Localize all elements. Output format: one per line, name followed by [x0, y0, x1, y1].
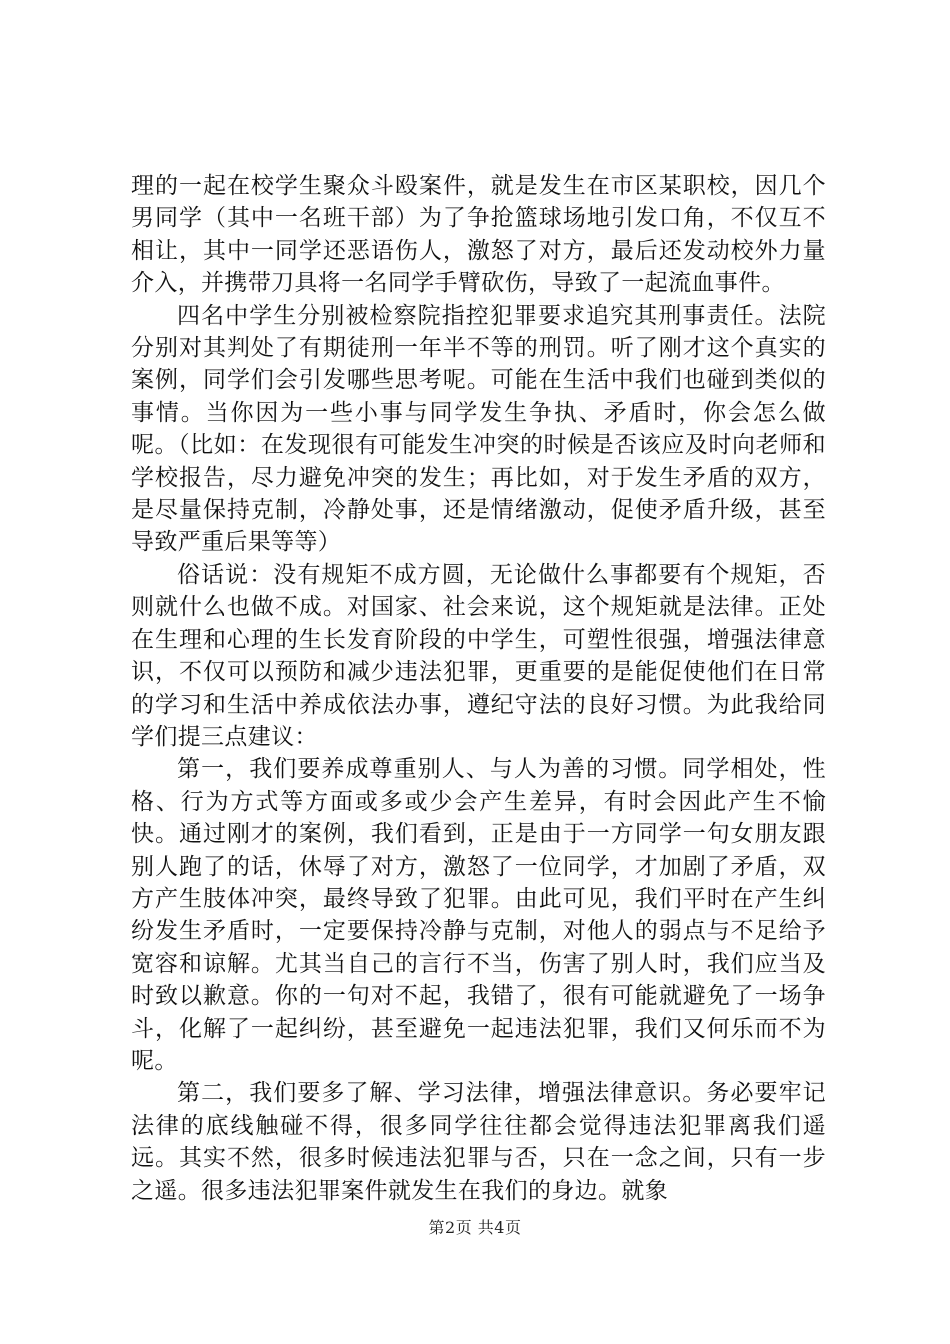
paragraph-3: 俗话说：没有规矩不成方圆，无论做什么事都要有个规矩，否则就什么也做不成。对国家、社会来说，这个规矩就是法律。正处在生理和心理的生长发育阶段的中学生，可塑性很强，增强法律意识，不仅可以预防和减少违法犯罪，更重要的是能促使他们在日常的学习和生活中养成依法办事，遵纪守法的良好习惯。为此我给同学们提三点建议： — [131, 561, 826, 750]
paragraph-4: 第一，我们要养成尊重别人、与人为善的习惯。同学相处，性格、行为方式等方面或多或少会产生差异，有时会因此产生不愉快。通过刚才的案例，我们看到，正是由于一方同学一句女朋友跟别人跑了的话，休辱了对方，激怒了一位同学，才加剧了矛盾，双方产生肢体冲突，最终导致了犯罪。由此可见，我们平时在产生纠纷发生矛盾时，一定要保持冷静与克制，对他人的弱点与不足给予宽容和谅解。尤其当自己的言行不当，伤害了别人时，我们应当及时致以歉意。你的一句对不起，我错了，很有可能就避免了一场争斗，化解了一起纠纷，甚至避免一起违法犯罪，我们又何乐而不为呢。 — [131, 756, 826, 1074]
paragraph-1: 理的一起在校学生聚众斗殴案件，就是发生在市区某职校，因几个男同学（其中一名班干部）为了争抢篮球场地引发口角，不仅互不相让，其中一同学还恶语伤人，激怒了对方，最后还发动校外力量介入，并携带刀具将一名同学手臂砍伤，导致了一起流血事件。 — [131, 173, 826, 297]
document-body — [131, 170, 826, 1207]
paragraph-2: 四名中学生分别被检察院指控犯罪要求追究其刑事责任。法院分别对其判处了有期徒刑一年半不等的刑罚。听了刚才这个真实的案例，同学们会引发哪些思考呢。可能在生活中我们也碰到类似的事情。当你因为一些小事与同学发生争执、矛盾时，你会怎么做呢。（比如：在发现很有可能发生冲突的时候是否该应及时向老师和学校报告，尽力避免冲突的发生；再比如，对于发生矛盾的双方，是尽量保持克制，冷静处事，还是情绪激动，促使矛盾升级，甚至导致严重后果等等） — [131, 302, 826, 556]
page-number-footer: 第2页 共4页 — [428, 1218, 522, 1237]
paragraph-5: 第二，我们要多了解、学习法律，增强法律意识。务必要牢记法律的底线触碰不得，很多同学往往都会觉得违法犯罪离我们遥远。其实不然，很多时候违法犯罪与否，只在一念之间，只有一步之遥。很多违法犯罪案件就发生在我们的身边。就象 — [131, 1080, 826, 1204]
